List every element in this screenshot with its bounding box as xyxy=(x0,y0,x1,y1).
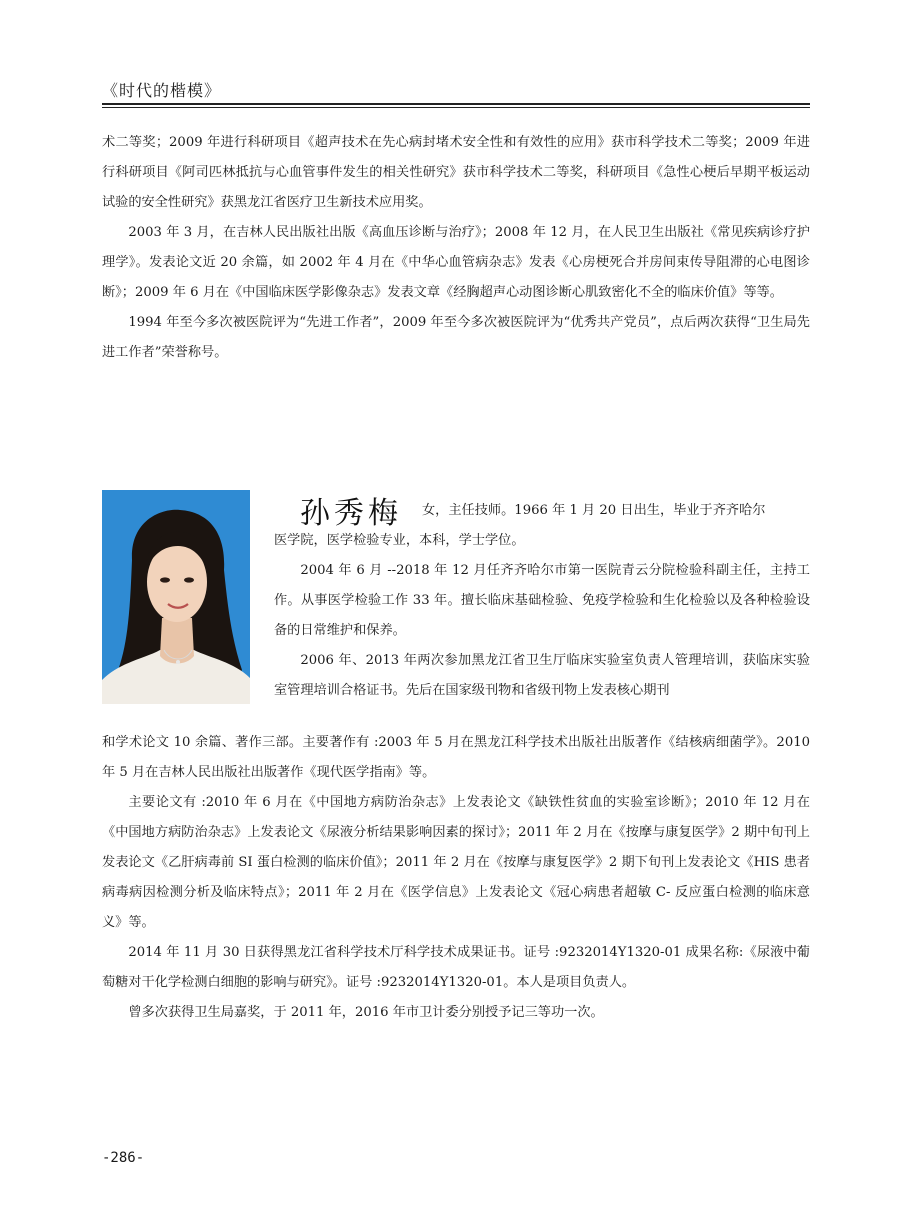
profile-bio-beside-photo xyxy=(274,526,810,706)
bio-education: 医学院，医学检验专业，本科，学士学位。 xyxy=(274,533,525,548)
bio-papers: 主要论文有 :2010 年 6 月在《中国地方病防治杂志》上发表论文《缺铁性贫血的实验室诊断》；2010 年 12 月在《中国地方病防治杂志》上发表论文《尿液分析结果影响因素的探讨》；2011 年 2 月在《按摩与康复医学》2 期中旬刊上发表论文《乙肝病毒前 SI 蛋白检测的临床价值》；2011 年 2 月在《按摩与康复医学》2 期下旬刊上发表论文《HIS 患者病毒病因检测分析及临床特点》；2011 年 2 月在《医学信息》上发表论文《冠心病患者超敏 C- 反应蛋白检测的临床意义》等。 xyxy=(102,795,810,930)
header-rule-thin xyxy=(102,107,810,108)
paragraph-honors: 1994 年至今多次被医院评为“先进工作者”，2009 年至今多次被医院评为“优秀共产党员”，点后两次获得“卫生局先进工作者”荣誉称号。 xyxy=(102,315,810,360)
profile-intro-line xyxy=(422,496,810,526)
bio-training: 2006 年、2013 年两次参加黑龙江省卫生厅临床实验室负责人管理培训，获临床实验室管理培训合格证书。先后在国家级刊物和省级刊物上发表核心期刊 xyxy=(274,653,810,698)
bio-position: 2004 年 6 月 --2018 年 12 月任齐齐哈尔市第一医院青云分院检验科副主任，主持工作。从事医学检验工作 33 年。擅长临床基础检验、免疫学检验和生化检验以及各种检验设备的日常维护和保养。 xyxy=(274,563,810,638)
bio-works: 和学术论文 10 余篇、著作三部。主要著作有 :2003 年 5 月在黑龙江科学技术出版社出版著作《结核病细菌学》。2010 年 5 月在吉林人民出版社出版著作《现代医学指南》等。 xyxy=(102,735,810,780)
profile-bio-full-width xyxy=(102,728,810,1028)
header-rule-thick xyxy=(102,103,810,105)
paragraph-publications: 2003 年 3 月，在吉林人民出版社出版《高血压诊断与治疗》；2008 年 12 月，在人民卫生出版社《常见疾病诊疗护理学》。发表论文近 20 余篇，如 2002 年 4 月在《中华心血管病杂志》发表《心房梗死合并房间束传导阻滞的心电图诊断》；2009 年 6 月在《中国临床医学影像杂志》发表文章《经胸超声心动图诊断心肌致密化不全的临床价值》等等。 xyxy=(102,225,810,300)
person-name: 孙秀梅 xyxy=(300,496,402,531)
previous-profile-continuation xyxy=(102,128,810,368)
portrait-photo xyxy=(102,490,250,704)
paragraph-awards: 术二等奖；2009 年进行科研项目《超声技术在先心病封堵术安全性和有效性的应用》获市科学技术二等奖；2009 年进行科研项目《阿司匹林抵抗与心血管事件发生的相关性研究》获市科学技术二等奖，科研项目《急性心梗后早期平板运动试验的安全性研究》获黑龙江省医疗卫生新技术应用奖。 xyxy=(102,135,810,210)
bio-certificate: 2014 年 11 月 30 日获得黑龙江省科学技术厅科学技术成果证书。证号 :9232014Y1320-01 成果名称:《尿液中葡萄糖对干化学检测白细胞的影响与研究》。证号 :9232014Y1320-01。本人是项目负责人。 xyxy=(102,945,810,990)
page-number: -286- xyxy=(102,1150,145,1166)
book-title: 《时代的楷模》 xyxy=(102,81,222,100)
running-header xyxy=(102,76,810,108)
intro-text: 女，主任技师。1966 年 1 月 20 日出生，毕业于齐齐哈尔 xyxy=(422,503,766,518)
bio-commendations: 曾多次获得卫生局嘉奖，于 2011 年，2016 年市卫计委分别授予记三等功一次。 xyxy=(128,1005,604,1020)
